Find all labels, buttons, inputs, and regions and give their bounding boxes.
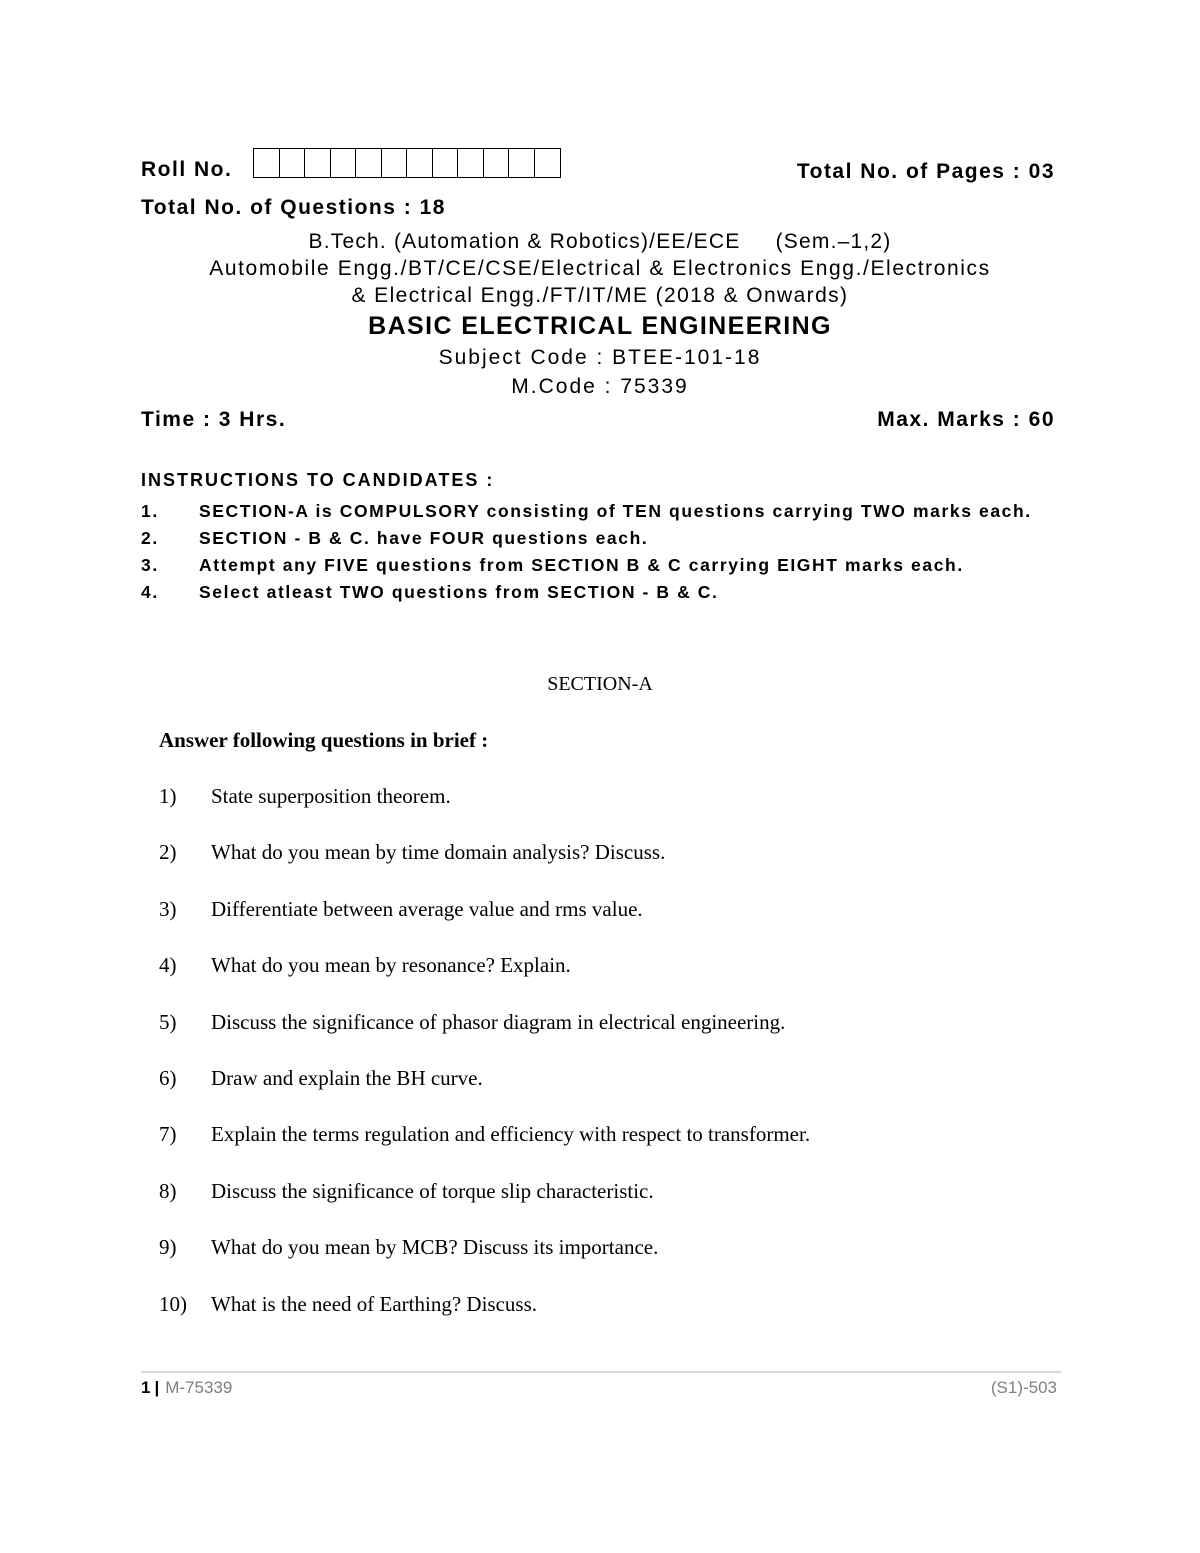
instruction-text: Attempt any FIVE questions from SECTION B & C carrying EIGHT marks each.: [199, 555, 964, 575]
roll-number-box[interactable]: [356, 149, 382, 177]
question-number: 5): [159, 1009, 177, 1034]
total-questions: Total No. of Questions : 18: [141, 196, 446, 219]
roll-number-box[interactable]: [254, 149, 280, 177]
question-text: Explain the terms regulation and efficiency with respect to transformer.: [211, 1122, 811, 1147]
roll-number-box[interactable]: [509, 149, 535, 177]
question-text: What do you mean by resonance? Explain.: [211, 953, 571, 978]
question-item: [159, 784, 1059, 840]
section-a-questions: [159, 784, 1059, 1348]
subject-code: Subject Code : BTEE-101-18: [438, 346, 762, 369]
question-number: 6): [159, 1065, 177, 1090]
instruction-text: SECTION - B & C. have FOUR questions each.: [199, 528, 649, 548]
section-a-title: SECTION-A: [547, 673, 653, 695]
question-number: 7): [159, 1122, 177, 1147]
roll-number-box[interactable]: [535, 149, 561, 177]
instruction-number: 3.: [141, 555, 159, 575]
question-number: 2): [159, 840, 177, 865]
question-text: What is the need of Earthing? Discuss.: [211, 1291, 537, 1316]
footer-left: [141, 1378, 232, 1398]
footer-code: M-75339: [165, 1378, 233, 1397]
course-line-3: & Electrical Engg./FT/IT/ME (2018 & Onwards): [351, 284, 849, 307]
instruction-text: SECTION-A is COMPULSORY consisting of TEN questions carrying TWO marks each.: [199, 501, 1032, 521]
instruction-item: [141, 554, 1061, 576]
m-code: M.Code : 75339: [511, 375, 689, 398]
subject-title: BASIC ELECTRICAL ENGINEERING: [368, 312, 832, 340]
footer-right: (S1)-503: [990, 1378, 1057, 1397]
roll-number-box[interactable]: [305, 149, 331, 177]
roll-number-box[interactable]: [382, 149, 408, 177]
roll-number-box[interactable]: [331, 149, 357, 177]
question-text: Draw and explain the BH curve.: [211, 1065, 483, 1090]
instruction-number: 1.: [141, 501, 159, 521]
instructions-heading: INSTRUCTIONS TO CANDIDATES :: [141, 470, 495, 490]
question-number: 8): [159, 1178, 177, 1203]
roll-number-box[interactable]: [407, 149, 433, 177]
instruction-number: 4.: [141, 582, 159, 602]
footer-divider: [141, 1371, 1061, 1373]
course-line-2: Automobile Engg./BT/CE/CSE/Electrical & Electronics Engg./Electronics: [209, 257, 991, 280]
question-item: [159, 1066, 1059, 1122]
page-number: 1: [141, 1378, 151, 1397]
roll-number-box[interactable]: [458, 149, 484, 177]
question-text: Discuss the significance of phasor diagram in electrical engineering.: [211, 1009, 786, 1034]
question-item: [159, 1235, 1059, 1291]
question-number: 9): [159, 1235, 177, 1260]
question-item: [159, 953, 1059, 1009]
roll-number-label: Roll No.: [141, 158, 233, 181]
instruction-number: 2.: [141, 528, 159, 548]
question-item: [159, 840, 1059, 896]
question-item: [159, 897, 1059, 953]
section-a-lead: Answer following questions in brief :: [159, 728, 489, 752]
roll-number-box[interactable]: [433, 149, 459, 177]
question-item: [159, 1292, 1059, 1348]
exam-time: Time : 3 Hrs.: [141, 408, 287, 431]
question-number: 10): [159, 1291, 187, 1316]
question-item: [159, 1179, 1059, 1235]
instructions-list: [141, 500, 1061, 608]
instruction-text: Select atleast TWO questions from SECTION - B & C.: [199, 582, 719, 602]
question-number: 1): [159, 784, 177, 808]
question-text: Differentiate between average value and rms value.: [211, 896, 643, 921]
total-pages: Total No. of Pages : 03: [796, 160, 1055, 183]
instruction-item: [141, 527, 1061, 549]
footer-separator: |: [154, 1378, 160, 1397]
max-marks: Max. Marks : 60: [877, 408, 1055, 431]
roll-number-box[interactable]: [280, 149, 306, 177]
question-text: State superposition theorem.: [211, 784, 451, 808]
roll-number-box[interactable]: [484, 149, 510, 177]
question-number: 3): [159, 896, 177, 921]
question-text: Discuss the significance of torque slip characteristic.: [211, 1178, 654, 1203]
course-line-1: B.Tech. (Automation & Robotics)/EE/ECE (Sem.–1,2): [308, 230, 892, 253]
instruction-item: [141, 500, 1061, 522]
question-text: What do you mean by MCB? Discuss its importance.: [211, 1235, 659, 1260]
roll-number-boxes[interactable]: [253, 148, 561, 178]
instruction-item: [141, 581, 1061, 603]
question-item: [159, 1010, 1059, 1066]
question-number: 4): [159, 953, 177, 978]
question-text: What do you mean by time domain analysis? Discuss.: [211, 840, 666, 865]
question-item: [159, 1122, 1059, 1178]
